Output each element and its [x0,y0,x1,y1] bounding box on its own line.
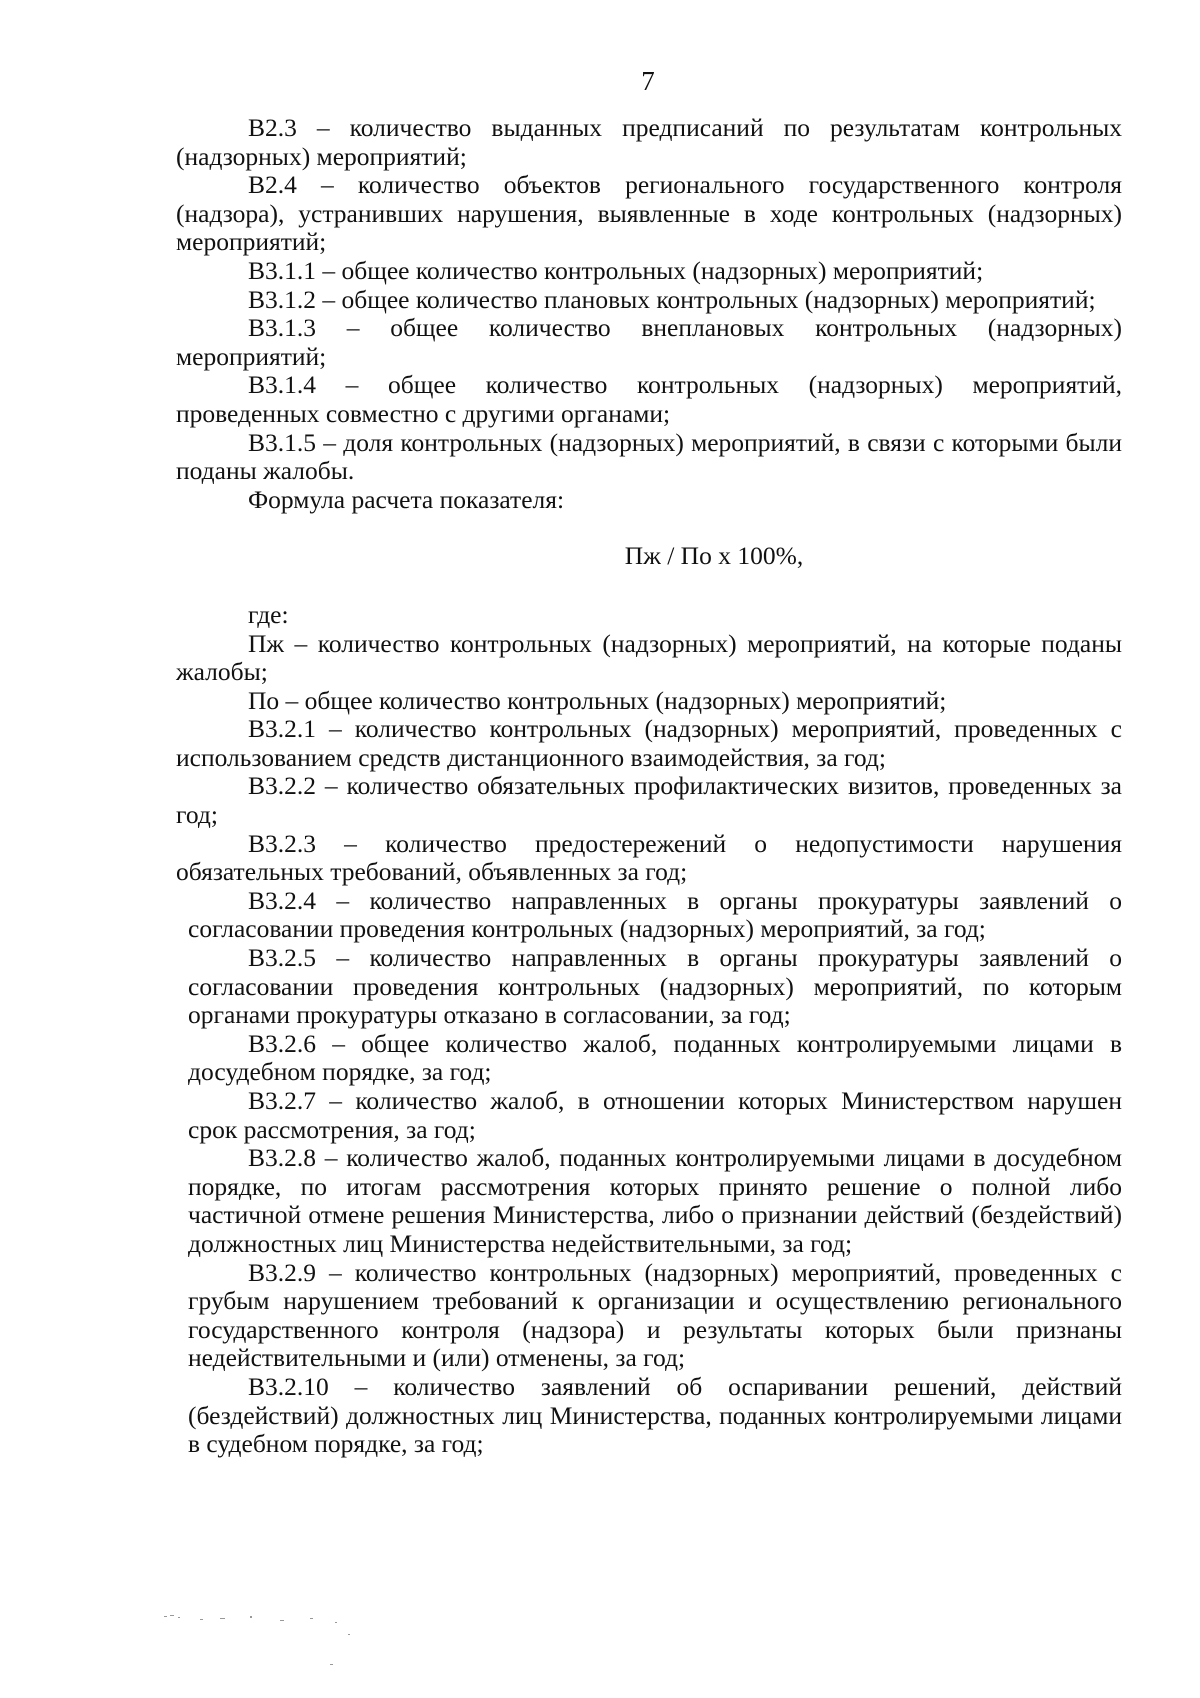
paragraph-b2-3: В2.3 – количество выданных предписаний по результатам контрольных (надзорных) мероприятий; [176,113,1122,171]
formula-intro: Формула расчета показателя: [248,484,565,514]
paragraph-b3-1-1: В3.1.1 – общее количество контрольных (надзорных) мероприятий; [248,255,984,285]
paragraph-b3-2-9: В3.2.9 – количество контрольных (надзорных) мероприятий, проведенных с грубым нарушением требований к организации и осуществлению регионального государственного контроля (надзора) и результаты которых были признаны недействительными и (или) отменены, за год; [188,1257,1122,1373]
paragraph-b3-1-3: В3.1.3 – общее количество внеплановых контрольных (надзорных) мероприятий; [176,313,1122,371]
paragraph-b3-2-10: В3.2.10 – количество заявлений об оспаривании решений, действий (бездействий) должностных лиц Министерства, поданных контролируемыми лицами в судебном порядке, за год; [188,1371,1122,1459]
paragraph-b3-1-5: В3.1.5 – доля контрольных (надзорных) мероприятий, в связи с которыми были поданы жалобы. [176,427,1122,486]
paragraph-b3-1-2: В3.1.2 – общее количество плановых контрольных (надзорных) мероприятий; [248,284,1096,314]
document-body [176,114,1122,1459]
paragraph-b3-2-3: В3.2.3 – количество предостережений о недопустимости нарушения обязательных требований, объявленных за год; [176,828,1122,887]
definition-po: По – общее количество контрольных (надзорных) мероприятий; [248,685,947,715]
definition-pzh: Пж – количество контрольных (надзорных) мероприятий, на которые поданы жалобы; [176,628,1122,687]
paragraph-b3-2-2: В3.2.2 – количество обязательных профилактических визитов, проведенных за год; [176,771,1122,830]
where-label: где: [248,599,289,629]
paragraph-b2-4: В2.4 – количество объектов регионального государственного контроля (надзора), устранивших нарушения, выявленные в ходе контрольных (надзорных) мероприятий; [176,170,1122,257]
paragraph-b3-2-6: В3.2.6 – общее количество жалоб, поданных контролируемыми лицами в досудебном порядке, за год; [188,1028,1122,1087]
paragraph-b3-2-1: В3.2.1 – количество контрольных (надзорных) мероприятий, проведенных с использованием средств дистанционного взаимодействия, за год; [176,714,1122,772]
paragraph-b3-2-4: В3.2.4 – количество направленных в органы прокуратуры заявлений о согласовании проведения контрольных (надзорных) мероприятий, за год; [188,885,1122,944]
paragraph-b3-2-8: В3.2.8 – количество жалоб, поданных контролируемыми лицами в досудебном порядке, по итогам рассмотрения которых принято решение о полной либо частичной отмене решения Министерства, либо о признании действий (бездействий) должностных лиц Министерства недействительными, за год; [188,1143,1122,1258]
paragraph-b3-1-4: В3.1.4 – общее количество контрольных (надзорных) мероприятий, проведенных совместно с другими органами; [176,370,1122,428]
paragraph-b3-2-5: В3.2.5 – количество направленных в органы прокуратуры заявлений о согласовании проведения контрольных (надзорных) мероприятий, по которым органами прокуратуры отказано в согласовании, за год; [188,943,1122,1030]
paragraph-b3-2-7: В3.2.7 – количество жалоб, в отношении которых Министерством нарушен срок рассмотрения, за год; [188,1086,1122,1144]
formula: Пж / По х 100%, [624,541,804,571]
scan-artifact [160,1610,380,1670]
page-number: 7 [641,66,655,96]
